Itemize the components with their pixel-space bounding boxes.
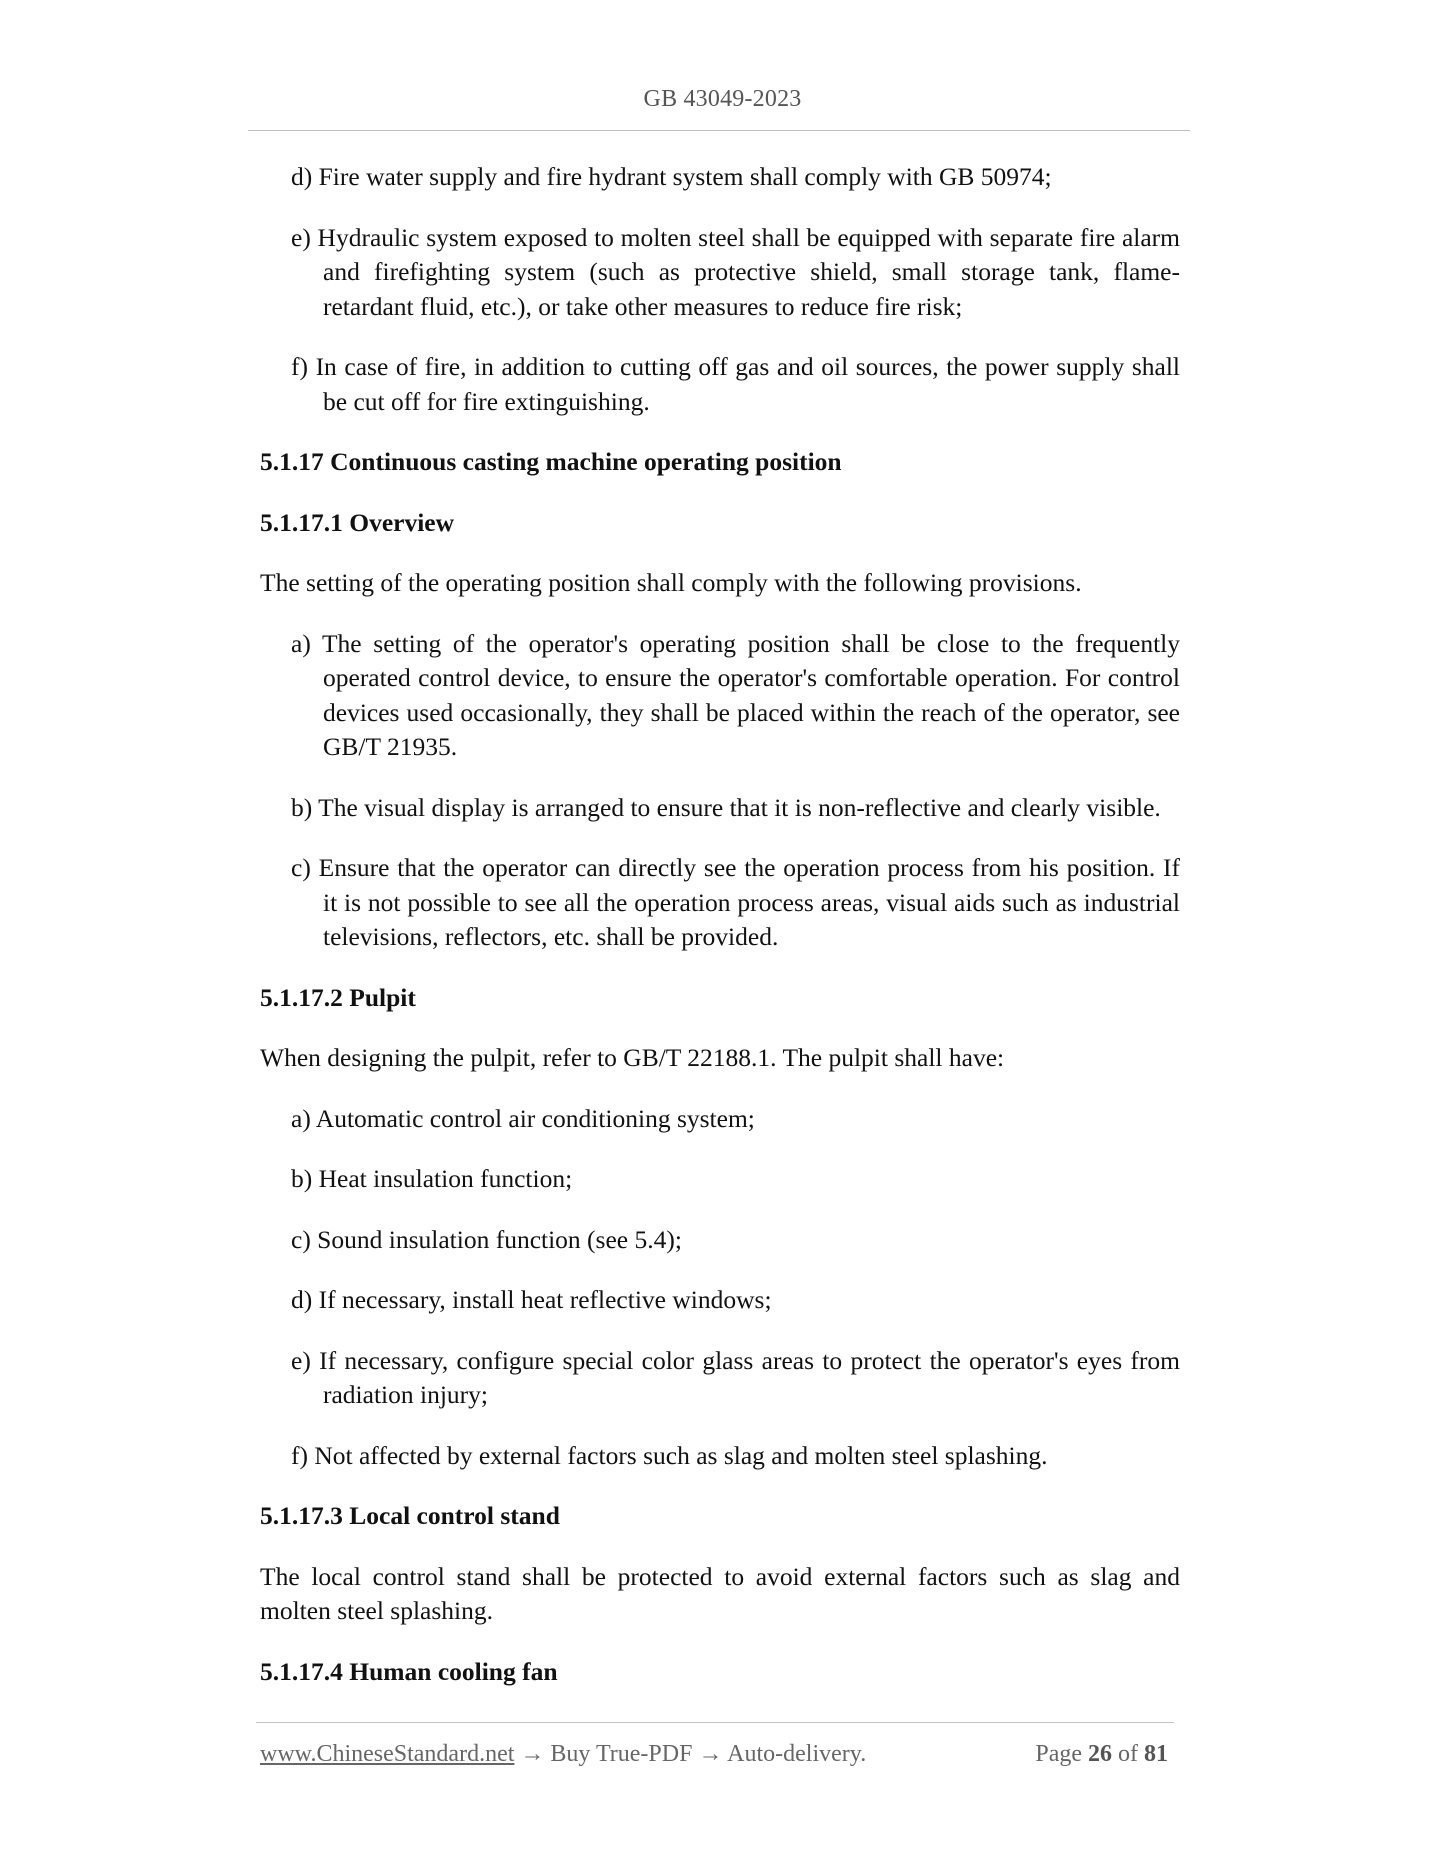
list-item: c) Sound insulation function (see 5.4); (291, 1224, 682, 1254)
paragraph: The setting of the operating position shall comply with the following provisions. (260, 568, 1082, 597)
current-page-number: 26 (1088, 1741, 1112, 1767)
paragraph: The local control stand shall be protected to avoid external factors such as slag and molten steel splashing. (260, 1561, 1180, 1625)
list-item: e) If necessary, configure special color glass areas to protect the operator's eyes from radiation injury; (291, 1345, 1180, 1409)
document-body (260, 160, 1180, 1715)
arrow-right-icon: → (520, 1741, 545, 1767)
page-of-label: of (1118, 1741, 1138, 1767)
section-heading: 5.1.17 Continuous casting machine operating position (260, 447, 842, 476)
subsection-heading: 5.1.17.1 Overview (260, 507, 455, 537)
list-item: e) Hydraulic system exposed to molten steel shall be equipped with separate fire alarm and firefighting system (such as protective shield, small storage tank, flame-retardant fluid, etc.), or take other measures to reduce fire risk; (291, 222, 1180, 321)
list-item: d) Fire water supply and fire hydrant system shall comply with GB 50974; (291, 162, 1052, 191)
header-divider (248, 130, 1190, 131)
total-page-number: 81 (1144, 1741, 1168, 1767)
list-item: a) Automatic control air conditioning system; (291, 1103, 755, 1133)
list-item: f) In case of fire, in addition to cutting off gas and oil sources, the power supply shall be cut off for fire extinguishing. (291, 352, 1180, 416)
site-link[interactable]: www.ChineseStandard.net (260, 1741, 515, 1767)
arrow-right-icon: → (698, 1741, 723, 1767)
list-item: d) If necessary, install heat reflective windows; (291, 1285, 772, 1314)
subsection-heading: 5.1.17.2 Pulpit (260, 982, 416, 1012)
buy-true-pdf-text: Buy True-PDF (550, 1741, 693, 1767)
list-item: b) The visual display is arranged to ensure that it is non-reflective and clearly visible. (291, 792, 1161, 822)
list-item: b) Heat insulation function; (291, 1164, 573, 1193)
page-indicator (1035, 1741, 1168, 1768)
document-code-header: GB 43049-2023 (643, 86, 802, 112)
subsection-heading: 5.1.17.4 Human cooling fan (260, 1656, 558, 1686)
subsection-heading: 5.1.17.3 Local control stand (260, 1501, 560, 1530)
page-label: Page (1035, 1741, 1082, 1767)
list-item: f) Not affected by external factors such as slag and molten steel splashing. (291, 1440, 1048, 1470)
auto-delivery-text: Auto-delivery. (727, 1741, 867, 1767)
footer-divider (256, 1722, 1174, 1723)
footer-promo (260, 1741, 866, 1768)
list-item: c) Ensure that the operator can directly see the operation process from his position. If it is not possible to see all the operation process areas, visual aids such as industrial televisions, reflectors, etc. shall be provided. (291, 853, 1180, 951)
paragraph: When designing the pulpit, refer to GB/T 22188.1. The pulpit shall have: (260, 1043, 1005, 1072)
list-item: a) The setting of the operator's operating position shall be close to the frequently operated control device, to ensure the operator's comfortable operation. For control devices used occasionally, they shall be placed within the reach of the operator, see GB/T 21935. (291, 628, 1180, 761)
